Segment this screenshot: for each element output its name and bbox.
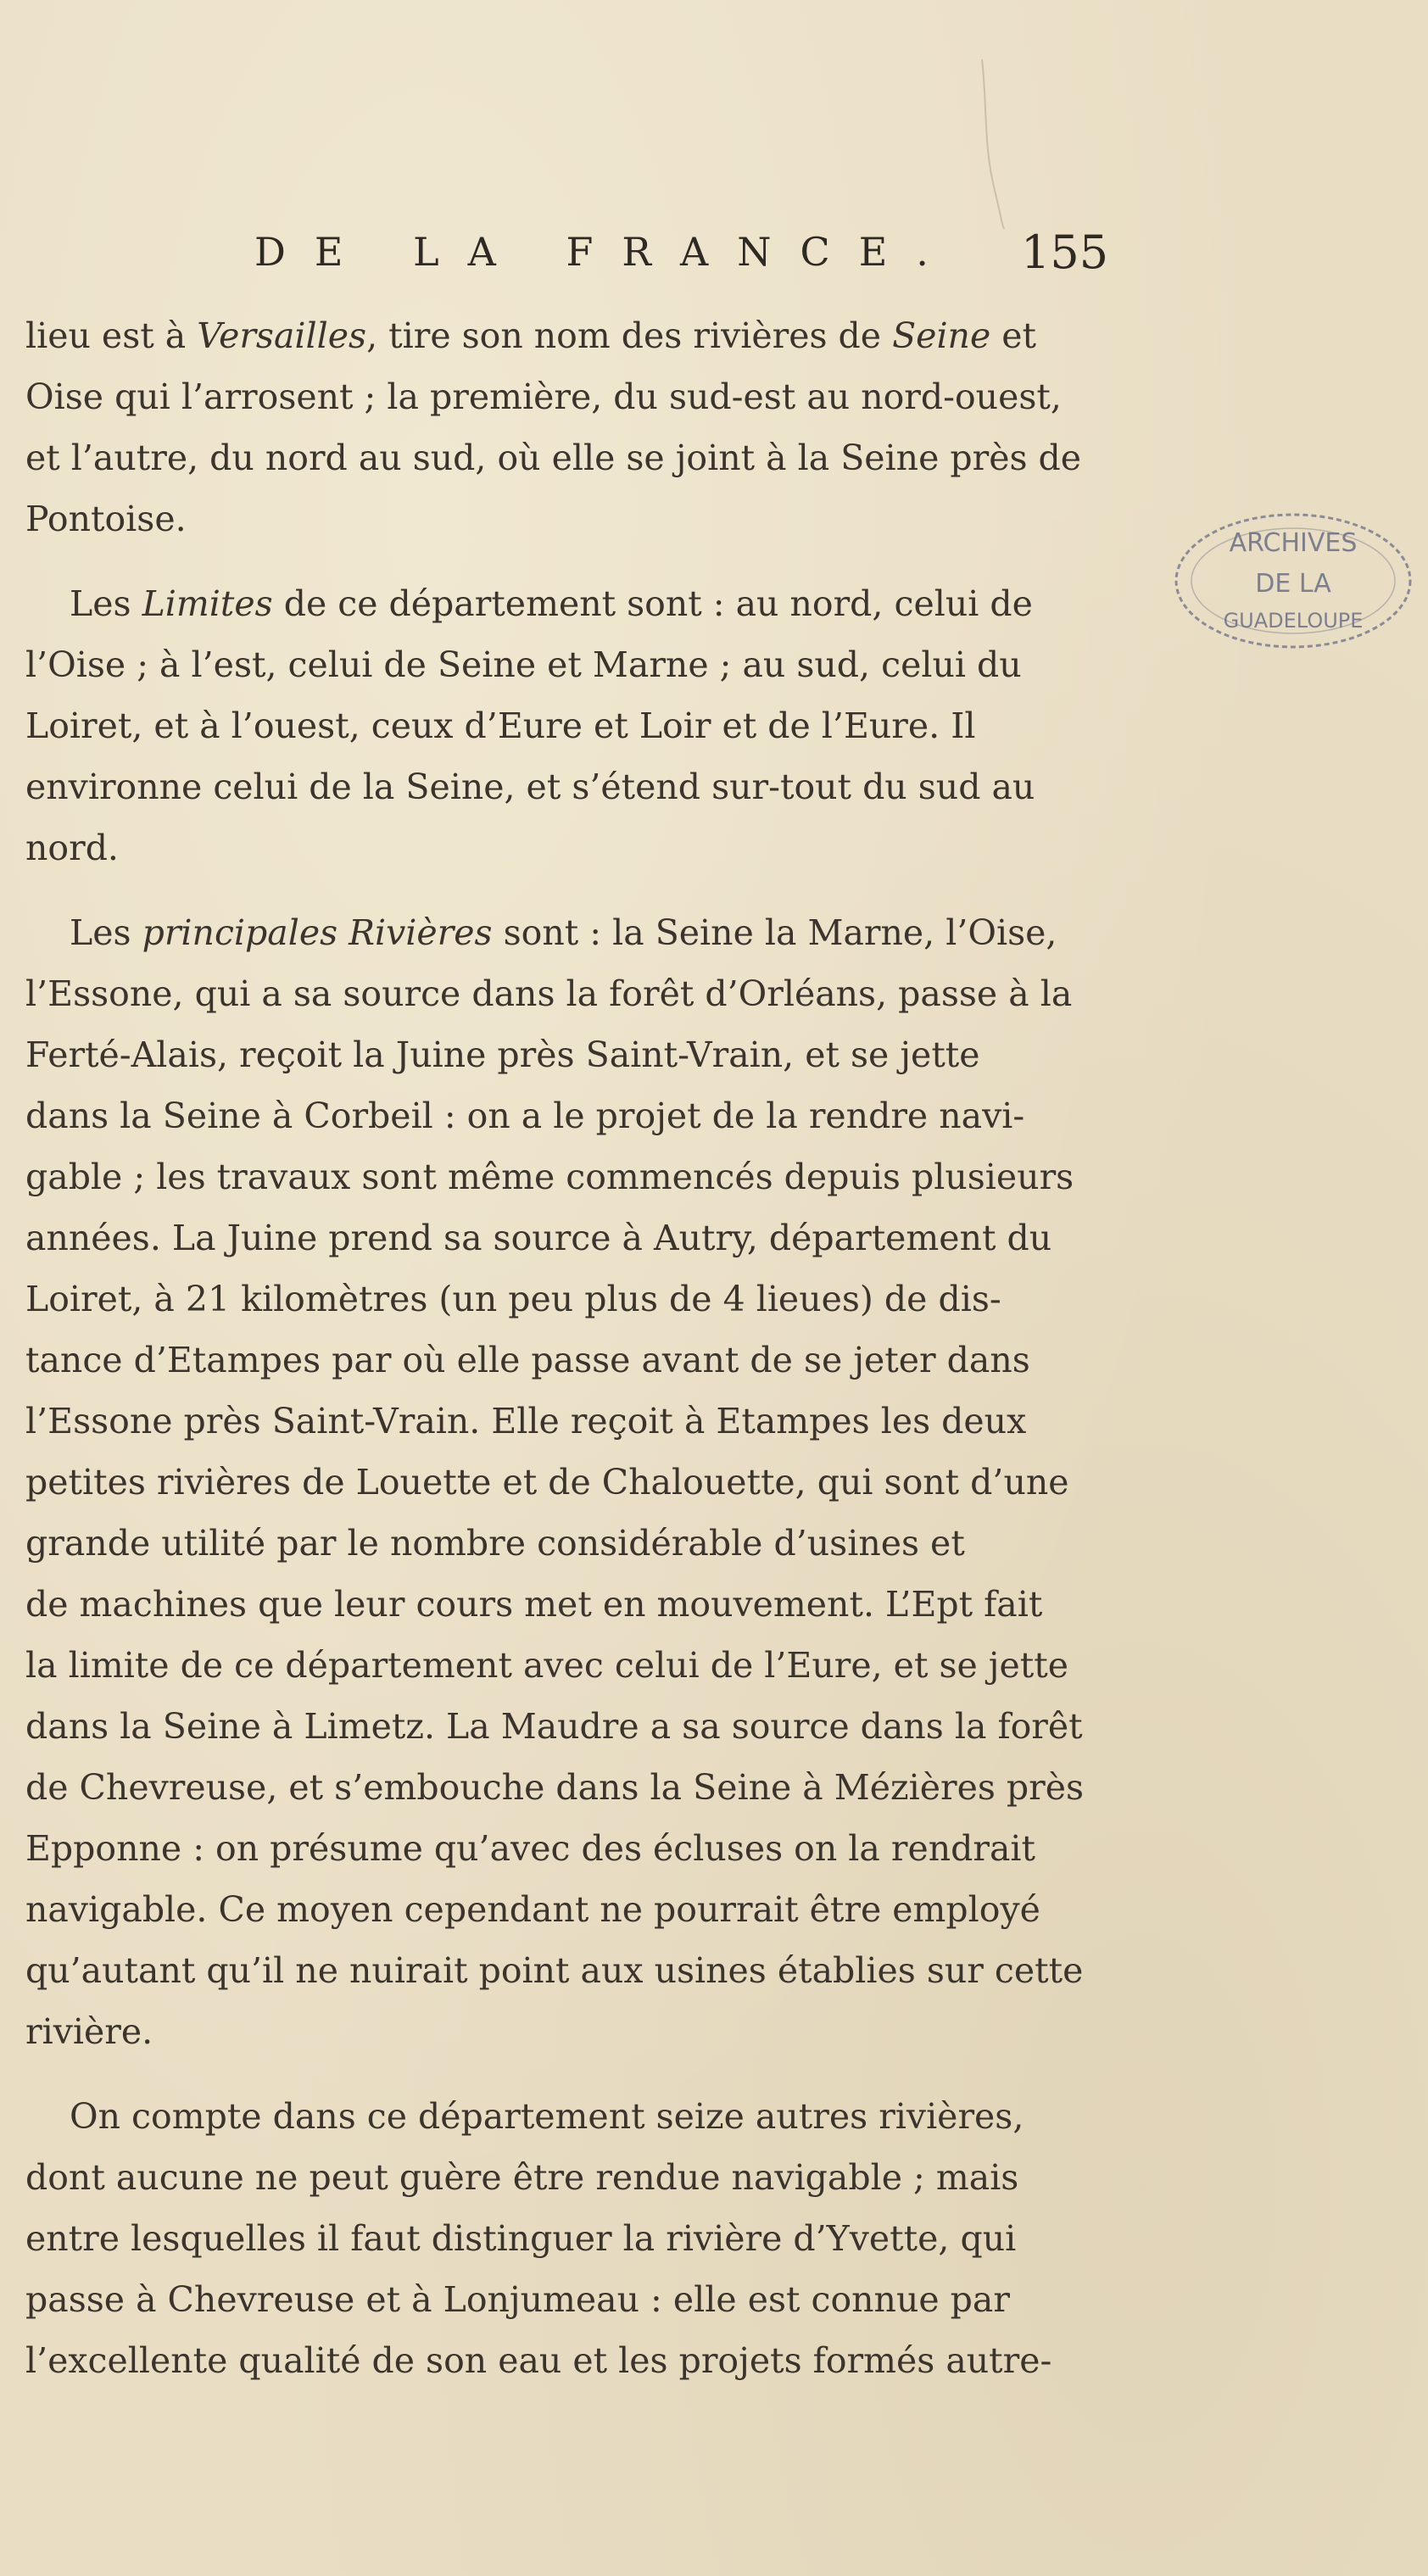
text-line	[25, 305, 1119, 366]
text-line: qu’autant qu’il ne nuirait point aux usines établies sur cette	[25, 1950, 1084, 1991]
text-line: navigable. Ce moyen cependant ne pourrait être employé	[25, 1889, 1040, 1930]
text-run: Les	[70, 583, 142, 624]
paper-crease-mark	[975, 59, 1009, 229]
text-line: gable ; les travaux sont même commencés depuis plusieurs	[25, 1157, 1074, 1197]
text-run: , tire son nom des rivières de	[366, 315, 893, 356]
text-line: tance d’Etampes par où elle passe avant de se jeter dans	[25, 1340, 1030, 1380]
page-number: 155	[1021, 226, 1109, 279]
text-line: l’Oise ; à l’est, celui de Seine et Marne ; au sud, celui du	[25, 644, 1022, 685]
italic-heading-word: Limites	[142, 583, 273, 624]
text-line: passe à Chevreuse et à Lonjumeau : elle est connue par	[25, 2279, 1010, 2320]
text-line: nord.	[25, 828, 119, 868]
italic-river-name: Seine	[892, 315, 991, 356]
text-run: de ce département sont : au nord, celui de	[272, 583, 1033, 624]
text-line: rivière.	[25, 2011, 153, 2052]
italic-place-name: Versailles	[197, 315, 367, 356]
text-line: environne celui de la Seine, et s’étend sur-tout du sud au	[25, 767, 1035, 807]
text-line: Epponne : on présume qu’avec des écluses on la rendrait	[25, 1828, 1036, 1869]
text-line: la limite de ce département avec celui de l’Eure, et se jette	[25, 1645, 1068, 1686]
text-line: de machines que leur cours met en mouvement. L’Ept fait	[25, 1584, 1043, 1625]
text-line	[25, 573, 1119, 634]
stamp-word-2: DE LA	[1255, 569, 1331, 599]
text-line: petites rivières de Louette et de Chalouette, qui sont d’une	[25, 1462, 1069, 1503]
text-line: l’Essone près Saint-Vrain. Elle reçoit à Etampes les deux	[25, 1401, 1027, 1441]
text-line: Loiret, à 21 kilomètres (un peu plus de 4 lieues) de dis-	[25, 1279, 1001, 1319]
text-line: Oise qui l’arrosent ; la première, du sud-est au nord-ouest,	[25, 376, 1062, 417]
text-line: années. La Juine prend sa source à Autry, département du	[25, 1218, 1052, 1258]
running-title: DE LA FRANCE.	[254, 229, 957, 275]
text-line: de Chevreuse, et s’embouche dans la Seine à Mézières près	[25, 1767, 1085, 1808]
archive-stamp	[1162, 492, 1425, 670]
text-line: et l’autre, du nord au sud, où elle se joint à la Seine près de	[25, 438, 1082, 478]
text-line: dont aucune ne peut guère être rendue navigable ; mais	[25, 2157, 1019, 2198]
text-line: On compte dans ce département seize autres rivières,	[70, 2096, 1024, 2137]
text-line: Ferté-Alais, reçoit la Juine près Saint-Vrain, et se jette	[25, 1034, 980, 1075]
text-run: et	[990, 315, 1037, 356]
text-line: dans la Seine à Limetz. La Maudre a sa source dans la forêt	[25, 1706, 1083, 1747]
text-line: dans la Seine à Corbeil : on a le projet de la rendre navi-	[25, 1096, 1025, 1136]
stamp-word-1: ARCHIVES	[1229, 528, 1358, 558]
text-line	[25, 902, 1119, 963]
text-line: grande utilité par le nombre considérable d’usines et	[25, 1523, 965, 1564]
text-line: l’Essone, qui a sa source dans la forêt d’Orléans, passe à la	[25, 973, 1073, 1014]
text-line: l’excellente qualité de son eau et les projets formés autre-	[25, 2340, 1052, 2381]
text-line: Loiret, et à l’ouest, ceux d’Eure et Loir et de l’Eure. Il	[25, 705, 976, 746]
text-line: entre lesquelles il faut distinguer la rivière d’Yvette, qui	[25, 2218, 1017, 2259]
italic-heading-word: principales Rivières	[142, 912, 493, 953]
stamp-word-3: GUADELOUPE	[1223, 609, 1364, 633]
body-text	[25, 305, 1119, 2391]
text-run: Les	[70, 912, 142, 953]
text-run: sont : la Seine la Marne, l’Oise,	[492, 912, 1057, 953]
text-line: Pontoise.	[25, 499, 187, 539]
text-run: lieu est à	[25, 315, 198, 356]
